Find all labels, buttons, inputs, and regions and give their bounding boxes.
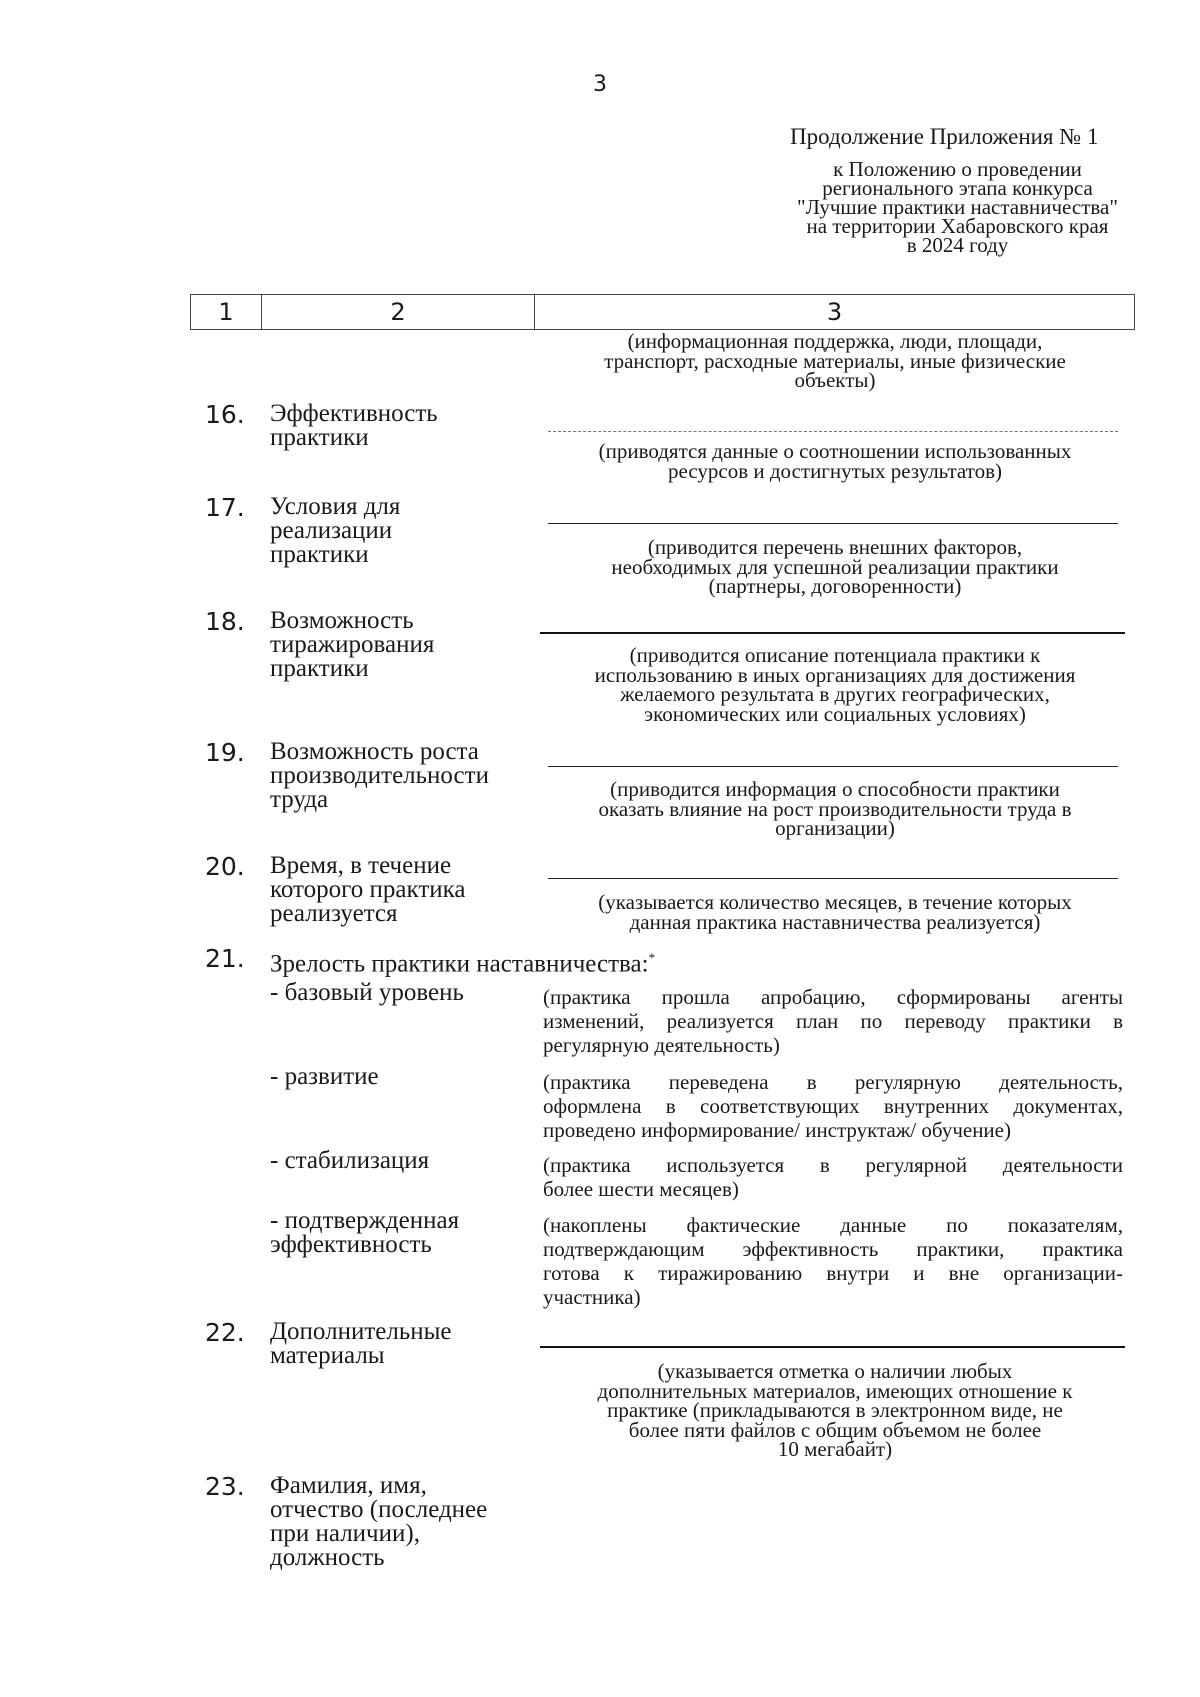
answer-line-18 — [540, 632, 1125, 634]
row-note-18 — [540, 643, 1130, 726]
label-line: тиражирования — [270, 631, 435, 658]
row-label-18 — [270, 609, 434, 681]
appendix-line: "Лучшие практики наставничества" — [797, 195, 1118, 219]
note-line: (приводится перечень внешних факторов, — [647, 535, 1023, 559]
label-line: при наличии), — [270, 1520, 420, 1547]
row-note-19 — [540, 777, 1130, 840]
page-number: 3 — [593, 72, 607, 97]
label-line: - развитие — [270, 1063, 379, 1090]
answer-line-20 — [548, 878, 1118, 879]
label-line: реализуется — [270, 900, 398, 927]
row-note-17 — [540, 535, 1130, 598]
label-line: Возможность роста — [270, 738, 479, 765]
maturity-title-text: Зрелость практики наставничества: — [270, 950, 649, 978]
appendix-line: на территории Хабаровского края — [806, 214, 1109, 238]
label-line: которого практика — [270, 876, 466, 903]
note-line: (приводятся данные о соотношении использованных — [598, 439, 1072, 463]
column-number-1: 1 — [191, 295, 262, 330]
maturity-level-desc — [543, 1153, 1123, 1201]
label-line: Условия для — [270, 493, 401, 520]
note-line: транспорт, расходные материалы, иные физические — [604, 348, 1066, 373]
row-label-23 — [270, 1474, 487, 1570]
row-label-17 — [270, 495, 400, 567]
label-line: Время, в течение — [270, 852, 452, 879]
appendix-line: регионального этапа конкурса — [822, 176, 1093, 200]
label-line: - базовый уровень — [270, 979, 464, 1006]
label-line: Дополнительные — [270, 1318, 452, 1345]
desc-line: подтверждающим эффективность практики, практика — [543, 1237, 1123, 1261]
label-line: практики — [270, 655, 369, 682]
desc-line: проведено информирование/ инструктаж/ обучение) — [543, 1118, 1011, 1142]
row-number-19: 19. — [205, 738, 245, 767]
row-number-18: 18. — [205, 607, 245, 636]
note-line: организации) — [775, 816, 895, 840]
note-line: (приводится информация о способности практики — [610, 777, 1060, 801]
note-line: более пяти файлов с общим объемом не более — [628, 1417, 1042, 1442]
maturity-level-label — [270, 1065, 379, 1089]
maturity-level-label — [270, 981, 464, 1005]
desc-line: (практика прошла апробацию, сформированы агенты — [543, 985, 1123, 1009]
note-line: объекты) — [794, 368, 876, 392]
note-line: ресурсов и достигнутых результатов) — [668, 458, 1002, 483]
maturity-level-desc — [543, 1213, 1123, 1309]
desc-line: (практика используется в регулярной деятельности — [543, 1153, 1123, 1177]
desc-line: изменений, реализуется план по переводу практики в — [543, 1009, 1123, 1033]
maturity-title — [270, 946, 655, 976]
label-line: Фамилия, имя, — [270, 1472, 427, 1499]
note-line: дополнительных материалов, имеющих отношение к — [597, 1378, 1073, 1403]
desc-line: готова к тиражированию внутри и вне организации- — [543, 1261, 1123, 1285]
column-number-3: 3 — [535, 295, 1135, 330]
note-line: (информационная поддержка, люди, площади, — [627, 329, 1043, 353]
label-line: производительности — [270, 762, 489, 789]
row-number-16: 16. — [205, 400, 245, 429]
note-line: оказать влияние на рост производительности труда в — [598, 796, 1072, 821]
desc-line: регулярную деятельность) — [543, 1033, 780, 1057]
note-line: необходимых для успешной реализации практики — [611, 554, 1059, 579]
note-line: (партнеры, договоренности) — [708, 574, 962, 598]
answer-line-19 — [548, 766, 1118, 767]
label-line: Возможность — [270, 607, 414, 634]
label-line: должность — [270, 1544, 385, 1571]
answer-line-16 — [548, 431, 1118, 432]
note-line: экономических или социальных условиях) — [644, 701, 1026, 726]
label-line: практики — [270, 424, 369, 451]
row-note-22 — [540, 1359, 1130, 1461]
row-label-20 — [270, 854, 465, 926]
answer-line-17 — [548, 523, 1118, 524]
label-line: отчество (последнее — [270, 1496, 488, 1523]
maturity-level-label — [270, 1209, 459, 1257]
appendix-title: Продолжение Приложения № 1 — [790, 124, 1099, 149]
row-number-17: 17. — [205, 493, 245, 522]
row-number-21: 21. — [205, 944, 245, 973]
note-line: данная практика наставничества реализуется) — [629, 909, 1041, 934]
answer-line-22 — [540, 1346, 1125, 1348]
desc-line: оформлена в соответствующих внутренних документах, — [543, 1094, 1123, 1118]
row-label-16 — [270, 402, 438, 450]
label-line: - стабилизация — [270, 1147, 430, 1174]
appendix-line: в 2024 году — [906, 233, 1009, 257]
desc-line: участника) — [543, 1285, 641, 1309]
note-line: (приводится описание потенциала практики к — [629, 643, 1041, 667]
table-header — [190, 294, 1135, 330]
row-number-20: 20. — [205, 852, 245, 881]
row-label-22 — [270, 1320, 452, 1368]
row-label-19 — [270, 740, 489, 812]
row-note-16 — [540, 439, 1130, 483]
row-note-20 — [540, 890, 1130, 934]
column-number-2: 2 — [262, 295, 535, 330]
label-line: труда — [270, 786, 329, 813]
footnote-mark: * — [648, 950, 656, 965]
note-line: практике (прикладываются в электронном виде, не — [607, 1398, 1063, 1422]
maturity-level-label — [270, 1149, 429, 1173]
label-line: эффективность — [270, 1231, 432, 1258]
row-number-23: 23. — [205, 1472, 245, 1501]
note-line: 10 мегабайт) — [777, 1437, 893, 1461]
maturity-level-desc — [543, 985, 1123, 1057]
label-line: Эффективность — [270, 400, 438, 427]
appendix-subtitle — [770, 157, 1145, 257]
label-line: практики — [270, 541, 369, 568]
row-number-22: 22. — [205, 1318, 245, 1347]
continued-note — [540, 329, 1130, 392]
appendix-line: к Положению о проведении — [833, 157, 1082, 181]
label-line: материалы — [270, 1342, 385, 1369]
label-line: - подтвержденная — [270, 1207, 460, 1234]
desc-line: (практика переведена в регулярную деятельность, — [543, 1070, 1123, 1094]
note-line: использованию в иных организациях для достижения — [594, 662, 1076, 687]
note-line: (указывается отметка о наличии любых — [657, 1359, 1013, 1383]
note-line: (указывается количество месяцев, в течение которых — [598, 890, 1072, 914]
note-line: желаемого результата в других географических, — [620, 682, 1050, 706]
desc-line: более шести месяцев) — [543, 1177, 739, 1201]
maturity-level-desc — [543, 1070, 1123, 1142]
desc-line: (накоплены фактические данные по показателям, — [543, 1213, 1123, 1237]
label-line: реализации — [270, 517, 393, 544]
